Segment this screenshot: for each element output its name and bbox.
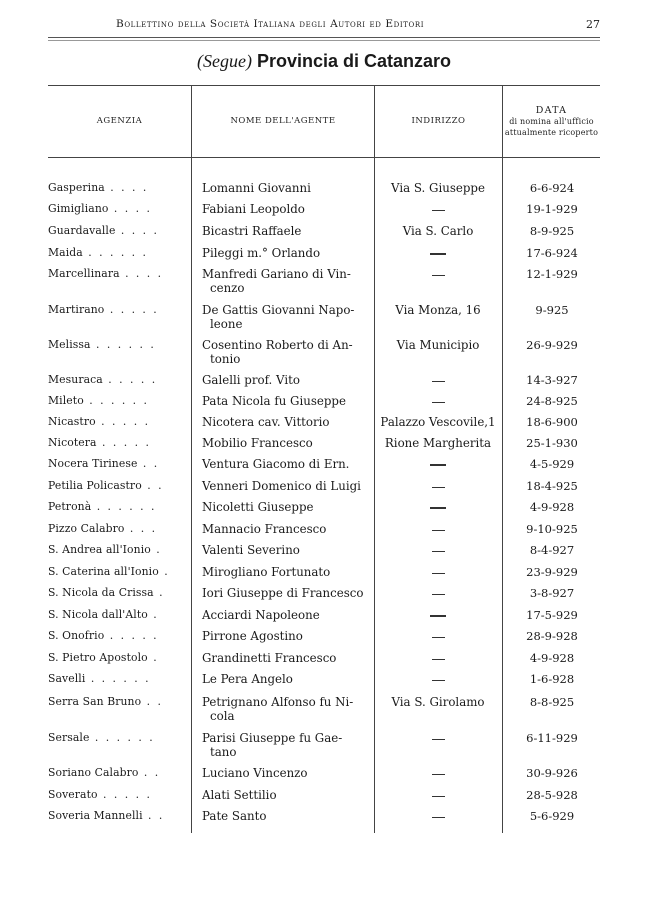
agency-name: Melissa: [48, 338, 91, 351]
row-agent-name: Bicastri Raffaele: [202, 224, 302, 238]
row-agent-name: Fabiani Leopoldo: [202, 202, 305, 216]
leader-dots: .: [158, 565, 170, 578]
row-agent-name: Lomanni Giovanni: [202, 181, 311, 195]
agency-name: Savelli: [48, 672, 86, 685]
row-address: [376, 373, 500, 387]
agency-name: S. Onofrio: [48, 629, 105, 642]
running-title: Bollettino della Società Italiana degli Autori ed Editori: [116, 18, 425, 30]
row-agency: [48, 651, 180, 665]
row-agency: [48, 181, 180, 195]
leader-dots: .: [147, 651, 159, 664]
row-address: [376, 766, 500, 780]
agency-name: Serra San Bruno: [48, 695, 142, 708]
leader-dots: . . . . . .: [90, 338, 156, 351]
agency-name: Mileto: [48, 394, 84, 407]
row-address: [376, 267, 500, 281]
row-agency: [48, 394, 180, 408]
row-address: Via Municipio: [396, 338, 480, 352]
row-address: [376, 629, 500, 643]
row-agency: [48, 415, 180, 429]
row-agency: [48, 565, 180, 579]
row-agency: [48, 202, 180, 216]
leader-dots: . . . .: [115, 224, 159, 237]
row-date: 30-9-926: [526, 766, 578, 780]
row-date: 17-5-929: [526, 608, 578, 622]
row-address: [376, 394, 500, 408]
running-head: [48, 18, 600, 34]
row-agent-name: Pate Santo: [202, 809, 267, 823]
row-date: 1-6-928: [529, 672, 575, 686]
row-date: 8-9-925: [529, 224, 575, 238]
row-address: Via S. Giuseppe: [391, 181, 485, 195]
row-date: 26-9-929: [526, 338, 578, 352]
row-agency: [48, 586, 180, 600]
leader-dots: . .: [142, 809, 165, 822]
row-agent-name: Pileggi m.° Orlando: [202, 246, 321, 260]
row-agent-name: Luciano Vincenzo: [202, 766, 308, 780]
row-address: Palazzo Vescovile,1: [380, 415, 496, 429]
row-date: 12-1-929: [526, 267, 578, 281]
agency-name: Maida: [48, 246, 83, 259]
leader-dots: . .: [137, 457, 160, 470]
row-agent-name: De Gattis Giovanni Napo- leone: [202, 303, 355, 331]
row-date: 18-6-900: [526, 415, 578, 429]
row-address: [376, 731, 500, 745]
agency-name: Soriano Calabro: [48, 766, 139, 779]
row-agent-name: Le Pera Angelo: [202, 672, 293, 686]
row-agency: [48, 522, 180, 536]
agents-table: [48, 85, 600, 833]
agency-name: S. Pietro Apostolo: [48, 651, 148, 664]
row-address: [376, 809, 500, 823]
row-agent-name: Ventura Giacomo di Ern.: [202, 457, 350, 471]
row-date: 28-9-928: [526, 629, 578, 643]
row-address: [376, 672, 500, 686]
row-address: Via Monza, 16: [395, 303, 481, 317]
row-agent-name: Pata Nicola fu Giuseppe: [202, 394, 346, 408]
agency-name: Nocera Tirinese: [48, 457, 138, 470]
row-agency: [48, 436, 180, 450]
row-agent-name: Valenti Severino: [202, 543, 300, 557]
leader-dots: . . . .: [108, 202, 152, 215]
column-divider-address: [502, 85, 503, 833]
row-date: 18-4-925: [526, 479, 578, 493]
agency-name: S. Nicola dall'Alto: [48, 608, 148, 621]
row-agent-name: Mirogliano Fortunato: [202, 565, 331, 579]
row-date: 4-9-928: [529, 651, 575, 665]
header-date: [503, 85, 600, 157]
column-divider-agency: [191, 85, 192, 833]
row-agency: [48, 543, 180, 557]
row-agency: [48, 457, 180, 471]
row-date: 24-8-925: [526, 394, 578, 408]
agency-name: Mesuraca: [48, 373, 103, 386]
row-agent-name: Cosentino Roberto di An- tonio: [202, 338, 353, 366]
agency-name: Marcellinara: [48, 267, 120, 280]
row-date: 28-5-928: [526, 788, 578, 802]
row-agency: [48, 338, 180, 352]
header-date-subtitle: di nomina all'ufficio attualmente ricoperto: [504, 116, 599, 137]
row-address: [376, 788, 500, 802]
agency-name: S. Nicola da Crissa: [48, 586, 154, 599]
row-agency: [48, 500, 180, 514]
leader-dots: . . . .: [104, 181, 149, 194]
row-date: 25-1-930: [526, 436, 578, 450]
row-agency: [48, 809, 180, 823]
row-date: 8-8-925: [529, 695, 575, 709]
row-date: 9-10-925: [526, 522, 578, 536]
row-address: [376, 651, 500, 665]
agency-name: Gasperina: [48, 181, 105, 194]
leader-dots: . .: [141, 479, 164, 492]
row-date: 6-6-924: [529, 181, 575, 195]
agency-name: Pizzo Calabro: [48, 522, 125, 535]
row-date: 17-6-924: [526, 246, 578, 260]
row-agency: [48, 766, 180, 780]
row-date: 14-3-927: [526, 373, 578, 387]
row-agent-name: Petrignano Alfonso fu Ni- cola: [202, 695, 354, 723]
row-address: [376, 246, 500, 260]
header-agency: AGENZIA: [96, 115, 143, 126]
row-date: 6-11-929: [526, 731, 578, 745]
row-date: 4-5-929: [529, 457, 575, 471]
row-date: 4-9-928: [529, 500, 575, 514]
header-date-title: DATA: [535, 104, 568, 116]
agency-name: Petronà: [48, 500, 92, 513]
row-agency: [48, 479, 180, 493]
leader-dots: . . . . .: [96, 436, 151, 449]
leader-dots: . . . . . .: [83, 394, 149, 407]
row-date: 23-9-929: [526, 565, 578, 579]
row-date: 8-4-927: [529, 543, 575, 557]
row-date: 5-6-929: [529, 809, 575, 823]
leader-dots: .: [150, 543, 162, 556]
row-address: [376, 586, 500, 600]
row-date: 3-8-927: [529, 586, 575, 600]
row-agency: [48, 246, 180, 260]
agency-name: Martirano: [48, 303, 105, 316]
agency-name: Nicotera: [48, 436, 97, 449]
section-title: [0, 51, 648, 72]
agency-name: Soverato: [48, 788, 98, 801]
leader-dots: . . . . . .: [82, 246, 148, 259]
row-address: [376, 457, 500, 471]
agency-name: Nicastro: [48, 415, 96, 428]
leader-dots: . . . . .: [102, 373, 158, 386]
header-agent-name: NOME DELL'AGENTE: [230, 115, 336, 126]
agency-name: Soveria Mannelli: [48, 809, 143, 822]
row-agent-name: Mobilio Francesco: [202, 436, 313, 450]
row-agency: [48, 629, 180, 643]
row-agency: [48, 373, 180, 387]
header-rule: [48, 37, 600, 41]
row-agent-name: Alati Settilio: [202, 788, 277, 802]
leader-dots: .: [153, 586, 165, 599]
row-agency: [48, 788, 180, 802]
row-agent-name: Acciardi Napoleone: [202, 608, 320, 622]
section-title-prefix: (Segue): [196, 51, 252, 71]
leader-dots: . . . . . .: [91, 500, 157, 513]
leader-dots: .: [147, 608, 159, 621]
agency-name: Petilia Policastro: [48, 479, 142, 492]
agency-name: S. Andrea all'Ionio: [48, 543, 151, 556]
row-agency: [48, 608, 180, 622]
row-agent-name: Nicoletti Giuseppe: [202, 500, 314, 514]
row-agency: [48, 267, 180, 281]
row-address: Via S. Carlo: [402, 224, 474, 238]
section-title-text: Provincia di Catanzaro: [256, 51, 452, 71]
leader-dots: . . . . . .: [85, 672, 151, 685]
leader-dots: . .: [138, 766, 161, 779]
row-address: [376, 500, 500, 514]
leader-dots: . . . . .: [97, 788, 152, 801]
row-agency: [48, 731, 180, 745]
row-agency: [48, 303, 180, 317]
row-address: Rione Margherita: [384, 436, 492, 450]
leader-dots: . . . . .: [104, 303, 159, 316]
row-agency: [48, 672, 180, 686]
row-address: [376, 565, 500, 579]
agency-name: S. Caterina all'Ionio: [48, 565, 159, 578]
row-date: 9-925: [535, 303, 569, 317]
agency-name: Gimigliano: [48, 202, 109, 215]
row-agent-name: Galelli prof. Vito: [202, 373, 300, 387]
row-address: [376, 543, 500, 557]
row-agent-name: Venneri Domenico di Luigi: [202, 479, 361, 493]
row-agent-name: Parisi Giuseppe fu Gae- tano: [202, 731, 343, 759]
row-address: [376, 608, 500, 622]
row-address: [376, 202, 500, 216]
agency-name: Guardavalle: [48, 224, 116, 237]
agency-name: Sersale: [48, 731, 90, 744]
leader-dots: . . . .: [119, 267, 164, 280]
header-address: INDIRIZZO: [411, 115, 466, 126]
row-address: Via S. Girolamo: [391, 695, 485, 709]
row-address: [376, 479, 500, 493]
leader-dots: . . . . . .: [89, 731, 155, 744]
row-address: [376, 522, 500, 536]
row-agent-name: Iori Giuseppe di Francesco: [202, 586, 364, 600]
row-agency: [48, 224, 180, 238]
row-agent-name: Pirrone Agostino: [202, 629, 303, 643]
page-number: 27: [586, 18, 600, 31]
leader-dots: . . . . .: [104, 629, 159, 642]
row-agency: [48, 695, 180, 709]
leader-dots: . .: [141, 695, 163, 708]
row-agent-name: Mannacio Francesco: [202, 522, 327, 536]
leader-dots: . . .: [124, 522, 158, 535]
row-agent-name: Manfredi Gariano di Vin- cenzo: [202, 267, 351, 295]
row-agent-name: Nicotera cav. Vittorio: [202, 415, 330, 429]
column-divider-name: [374, 85, 375, 833]
row-agent-name: Grandinetti Francesco: [202, 651, 337, 665]
row-date: 19-1-929: [526, 202, 578, 216]
table-header-rule: [48, 157, 600, 158]
leader-dots: . . . . .: [95, 415, 151, 428]
